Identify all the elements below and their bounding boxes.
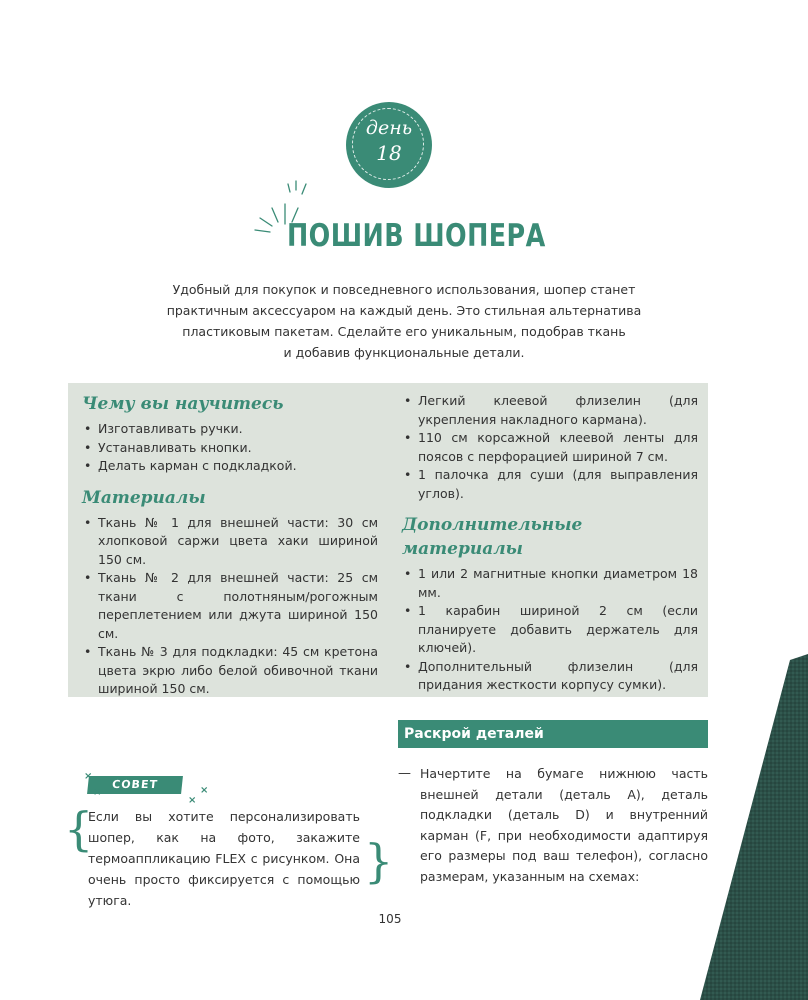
intro-paragraph — [130, 279, 678, 363]
intro-line: практичным аксессуаром на каждый день. Это стильная альтернатива — [166, 303, 642, 318]
bullet-icon: • — [84, 514, 92, 530]
dash-marker: — — [398, 766, 411, 781]
bullet-icon: • — [404, 658, 412, 674]
list-item: • 1 карабин шириной 2 см (если планируете добавить держатель для ключей). — [404, 603, 698, 655]
extra-materials-list — [402, 565, 698, 695]
cutting-instructions — [398, 764, 708, 887]
day-badge — [346, 102, 432, 188]
list-item: • Ткань № 3 для подкладки: 45 см кретона цвета экрю либо белой обивочной ткани шириной 150 см. — [84, 644, 378, 696]
bullet-icon: • — [404, 603, 412, 618]
brace-left-icon: { — [64, 802, 94, 856]
brace-right-icon: } — [364, 834, 394, 888]
cutting-heading: Раскрой деталей — [404, 726, 544, 742]
materials-list — [82, 514, 378, 699]
bullet-icon: • — [404, 566, 412, 581]
cutting-section-header — [398, 720, 708, 748]
learn-list — [82, 420, 378, 476]
bullet-icon: • — [404, 467, 412, 482]
list-item: • Ткань № 2 для внешней части: 25 см ткани с полотняным/рогожным переплетением или джута шириной 150 см. — [84, 570, 378, 641]
bullet-icon: • — [404, 430, 412, 445]
intro-line: Удобный для покупок и повседневного использования, шопер станет — [172, 282, 636, 297]
bullet-icon: • — [84, 439, 92, 455]
tip-label: СОВЕТ — [87, 776, 183, 794]
list-item: • 110 см корсажной клеевой ленты для поясов с перфорацией шириной 7 см. — [404, 430, 698, 464]
intro-line: пластиковым пакетам. Сделайте его уникальным, подобрав ткань — [182, 324, 626, 339]
panel-left-column — [82, 392, 378, 699]
learn-heading: Чему вы научитесь — [82, 394, 284, 414]
page-title: ПОШИВ ШОПЕРА — [287, 218, 546, 254]
list-item: • 1 или 2 магнитные кнопки диаметром 18 мм. — [404, 566, 698, 600]
extra-materials-heading: Дополнительные материалы — [402, 515, 583, 559]
materials-heading: Материалы — [82, 487, 206, 508]
list-item: • Делать карман с подкладкой. — [82, 457, 378, 476]
list-item: • Дополнительный флизелин (для придания жесткости корпусу сумки). — [404, 658, 698, 692]
materials-list-continued — [402, 392, 698, 503]
list-item: • 1 палочка для суши (для выправления углов). — [404, 467, 698, 501]
badge-day-word: день — [365, 117, 413, 139]
list-item: • Легкий клеевой флизелин (для укрепления накладного кармана). — [404, 393, 698, 427]
cross-icon: × — [93, 787, 102, 798]
bullet-icon: • — [84, 458, 92, 473]
page-number: 105 — [378, 912, 402, 926]
bullet-icon: • — [84, 570, 92, 585]
panel-right-column — [402, 392, 698, 695]
badge-day-number: 18 — [376, 141, 402, 165]
list-item: • Изготавливать ручки. — [82, 420, 378, 439]
tip-text: Если вы хотите персонализировать шопер, как на фото, закажите термоаппликацию FLEX с рисунком. Она очень просто фиксируется с помощью утюга. — [88, 809, 360, 908]
cross-icon: × — [200, 785, 209, 796]
bullet-icon: • — [84, 644, 92, 659]
bullet-icon: • — [84, 421, 92, 436]
cross-icon: × — [188, 795, 197, 806]
intro-line: и добавив функциональные детали. — [283, 345, 525, 360]
bullet-icon: • — [404, 393, 412, 408]
cutting-text: Начертите на бумаге нижнюю часть внешней детали (деталь A), деталь подкладки (деталь D) и внутренний карман (F, при необходимости адаптируя его размеры под ваш телефон), согласно размерам, указанным на схемах: — [420, 766, 708, 884]
list-item: • Устанавливать кнопки. — [82, 439, 378, 458]
cross-icon: × — [84, 771, 93, 782]
list-item: • Ткань № 1 для внешней части: 30 см хлопковой саржи цвета хаки шириной 150 см. — [84, 514, 378, 567]
